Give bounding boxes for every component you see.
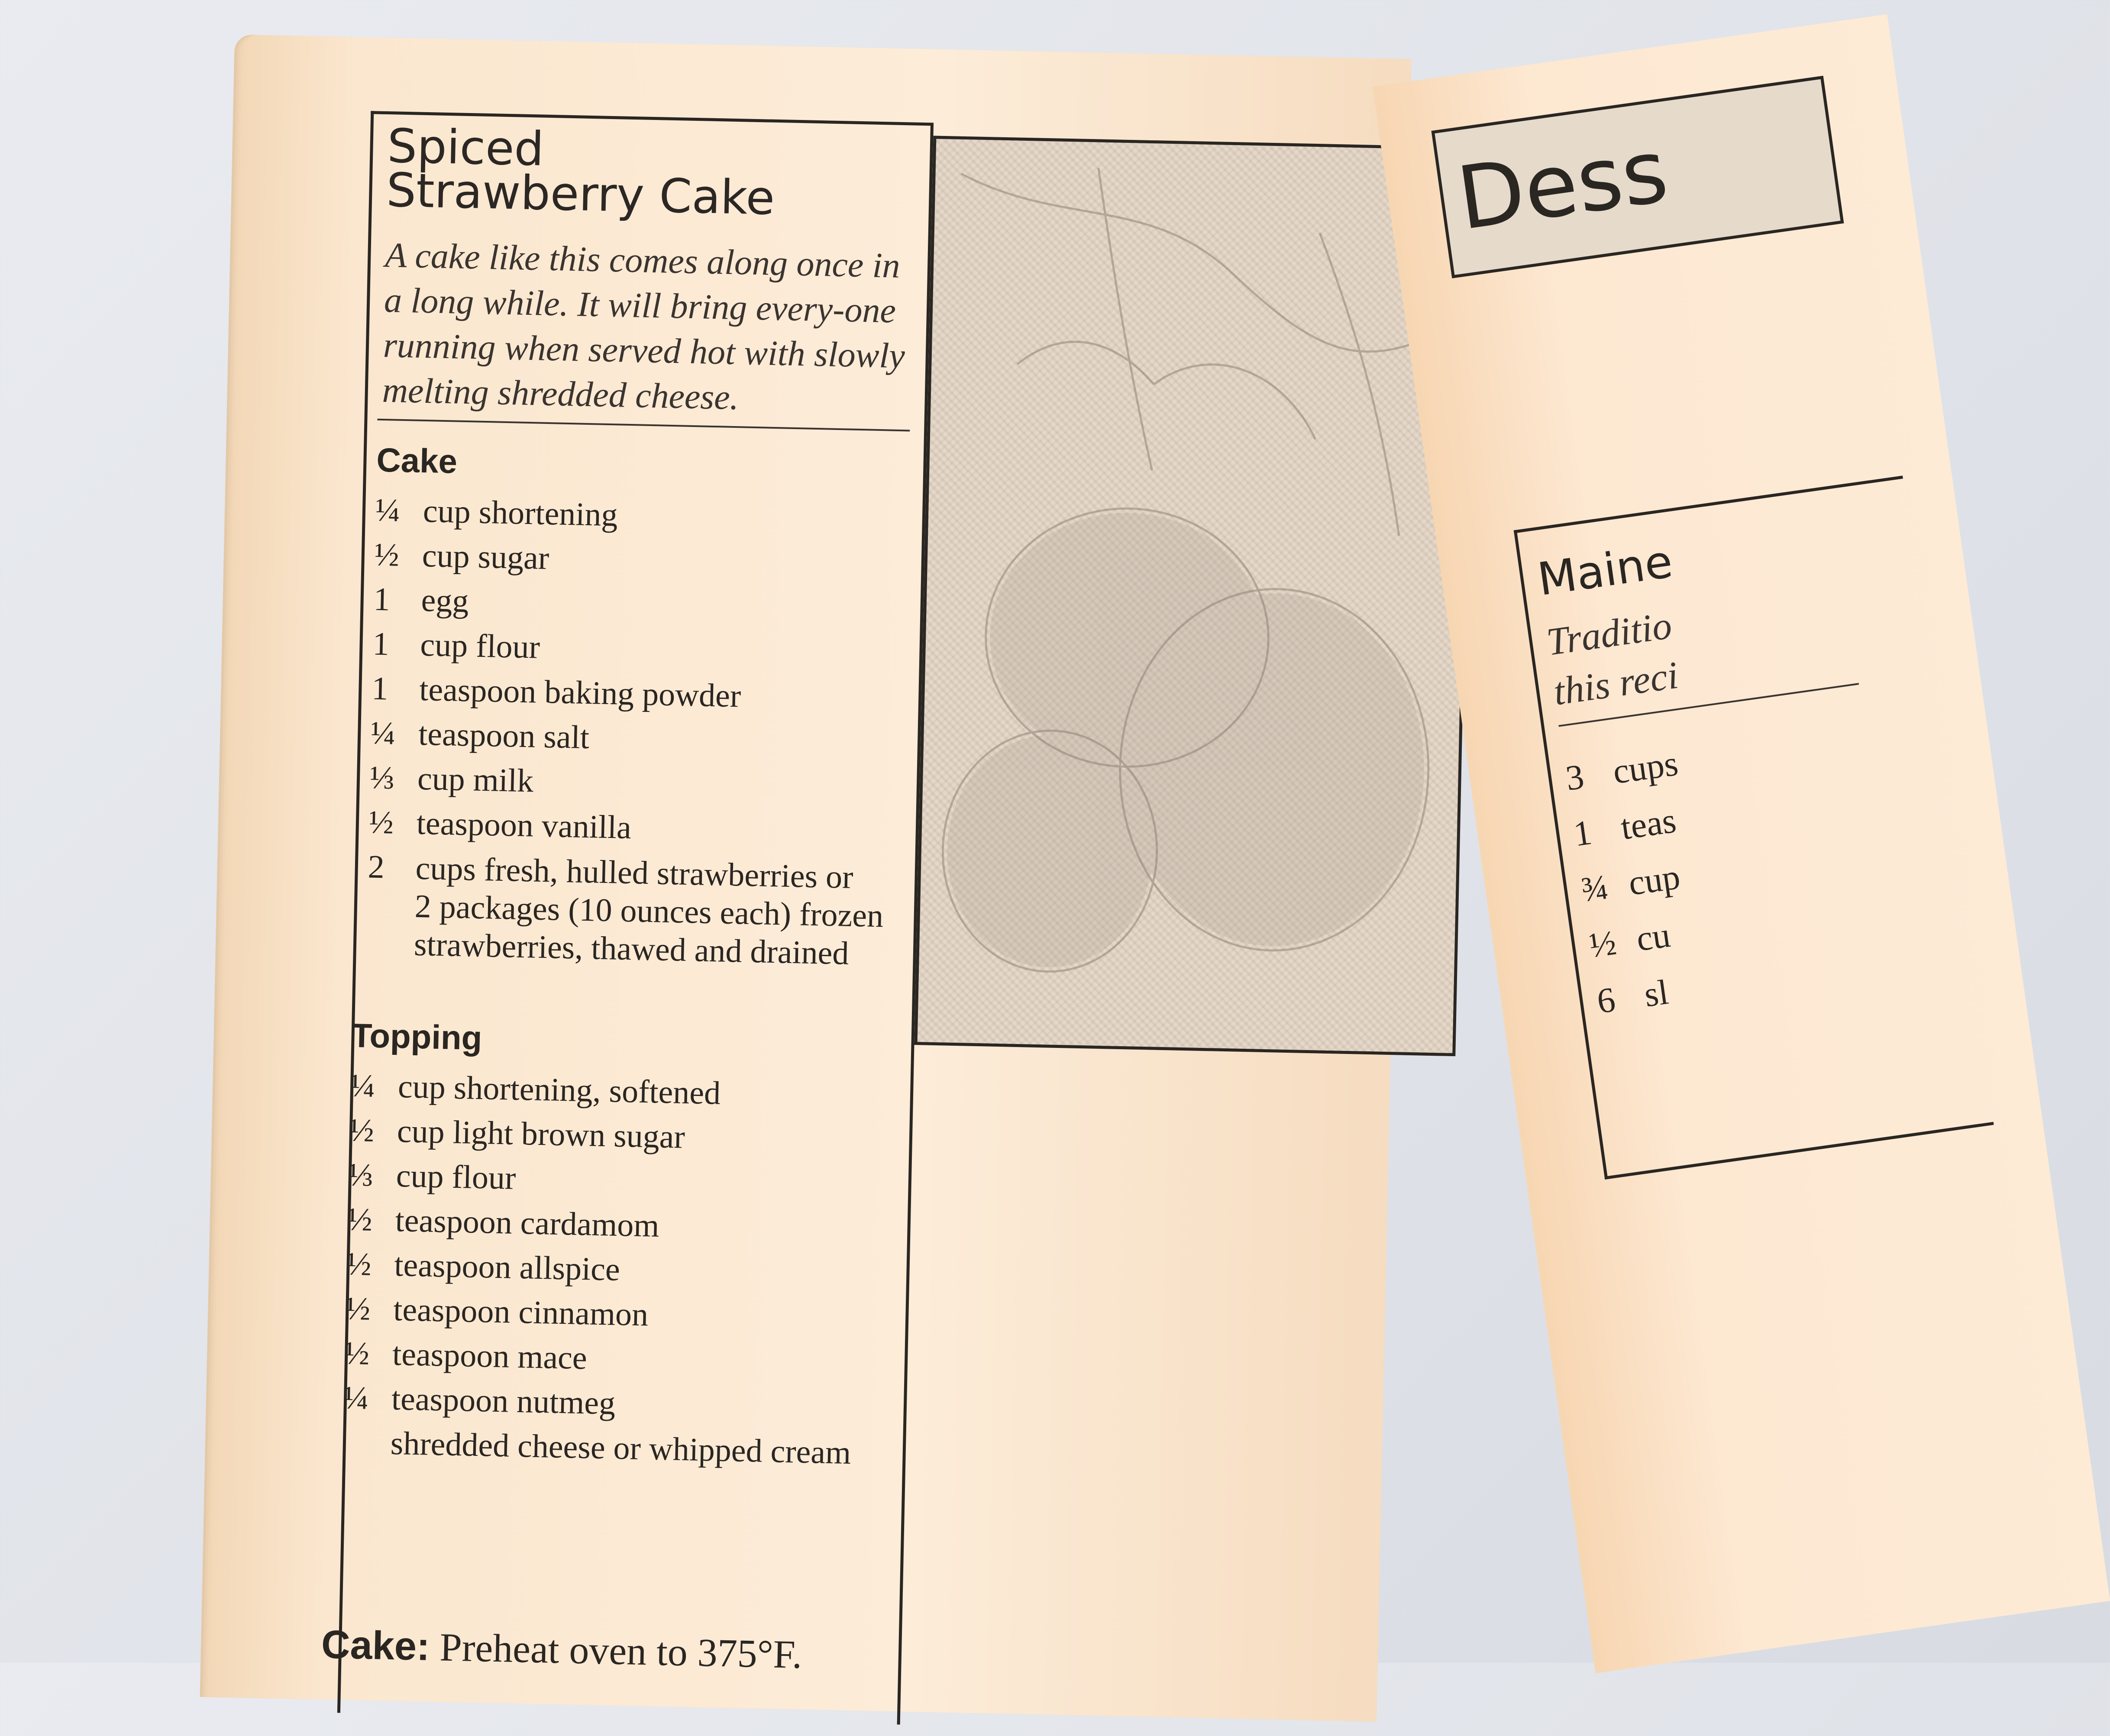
ingredient-qty	[343, 1420, 391, 1466]
recipe-title	[386, 119, 907, 226]
ingredient-qty: 1	[373, 581, 391, 618]
ingredient-desc: teaspoon baking powder	[419, 671, 742, 714]
ingredient-qty: ¼	[350, 1067, 376, 1104]
ingredient-desc: cu	[1634, 915, 1673, 959]
ingredient-qty: 2	[367, 848, 385, 886]
ingredient-desc: cups fresh, hulled strawberries or 2 packages (10 ounces each) frozen strawberries, thawed and drained	[414, 850, 884, 972]
ingredient-desc: cup shortening, softened	[397, 1068, 721, 1112]
ingredient-desc: teaspoon salt	[418, 715, 590, 756]
ingredient-desc: teas	[1618, 800, 1679, 847]
recipe-title-line1: Spiced	[387, 119, 545, 177]
ingredient-qty: ½	[1587, 922, 1619, 966]
left-page	[208, 35, 1412, 1722]
ingredient-qty: ½	[374, 536, 400, 573]
ingredient-desc: cup flour	[396, 1157, 517, 1196]
ingredient-desc: cups	[1610, 743, 1680, 792]
ingredient-desc: shredded cheese or whipped cream	[390, 1425, 852, 1471]
ingredient-qty: ½	[344, 1335, 370, 1372]
ingredient-desc: cup flour	[420, 626, 540, 666]
ingredient-desc: teaspoon cardamom	[394, 1202, 660, 1244]
ingredient-row	[366, 845, 931, 974]
ingredient-desc: teaspoon cinnamon	[393, 1291, 649, 1333]
recipe-intro: A cake like this comes along once in a long while. It will bring every-one running when served hot with slowly melting shredded cheese.	[381, 235, 905, 417]
ingredient-qty: ¼	[375, 491, 401, 529]
cake-ingredient-list	[366, 488, 939, 974]
topping-heading: Topping	[351, 1016, 483, 1057]
strawberry-illustration	[914, 136, 1474, 1056]
ingredient-desc: cup shortening	[423, 492, 618, 533]
section-heading: Dess	[1451, 120, 1674, 250]
ingredient-qty: ½	[349, 1112, 375, 1149]
cake-heading: Cake	[376, 440, 458, 481]
recipe-card-title: Maine	[1534, 535, 1676, 606]
ingredient-qty: ⅓	[348, 1156, 374, 1193]
recipe-card-intro-line2: this reci	[1551, 653, 1681, 714]
ingredient-desc: sl	[1641, 972, 1671, 1015]
ingredient-qty: ½	[345, 1290, 371, 1327]
right-page	[1373, 14, 2110, 1673]
ingredient-qty: ⅓	[369, 759, 395, 796]
ingredient-desc: teaspoon nutmeg	[391, 1380, 616, 1422]
strawberry-engraving-icon	[918, 139, 1471, 1053]
topping-ingredient-list	[343, 1064, 914, 1477]
ingredient-qty: ¼	[343, 1379, 369, 1416]
recipe-card-intro	[1544, 601, 1682, 718]
ingredient-desc: cup milk	[417, 760, 534, 799]
ingredient-qty: 1	[372, 625, 390, 663]
ingredient-desc: teaspoon vanilla	[416, 805, 632, 846]
ingredient-qty: 6	[1594, 980, 1618, 1021]
ingredient-desc: cup	[1626, 857, 1683, 903]
ingredient-desc: cup sugar	[422, 537, 550, 577]
ingredient-qty: 3	[1563, 756, 1587, 798]
ingredient-desc: teaspoon allspice	[394, 1246, 620, 1288]
ingredient-desc: cup light brown sugar	[397, 1113, 685, 1155]
ingredient-qty: ½	[368, 804, 394, 841]
ingredient-qty: 1	[371, 670, 389, 707]
method-label: Cake:	[321, 1622, 430, 1669]
recipe-title-line2: Strawberry Cake	[386, 163, 775, 226]
recipe-card-intro-line1: Traditio	[1544, 604, 1674, 664]
ingredient-desc: egg	[420, 582, 469, 620]
ingredient-qty: ¼	[370, 714, 396, 752]
ingredient-qty: ¾	[1579, 866, 1611, 910]
ingredient-desc: teaspoon mace	[392, 1335, 588, 1377]
ingredient-qty: ½	[346, 1245, 372, 1283]
method-body: Preheat oven to 375°F.	[439, 1625, 803, 1677]
ingredient-qty: ½	[347, 1201, 373, 1238]
ingredient-qty: 1	[1571, 812, 1594, 854]
